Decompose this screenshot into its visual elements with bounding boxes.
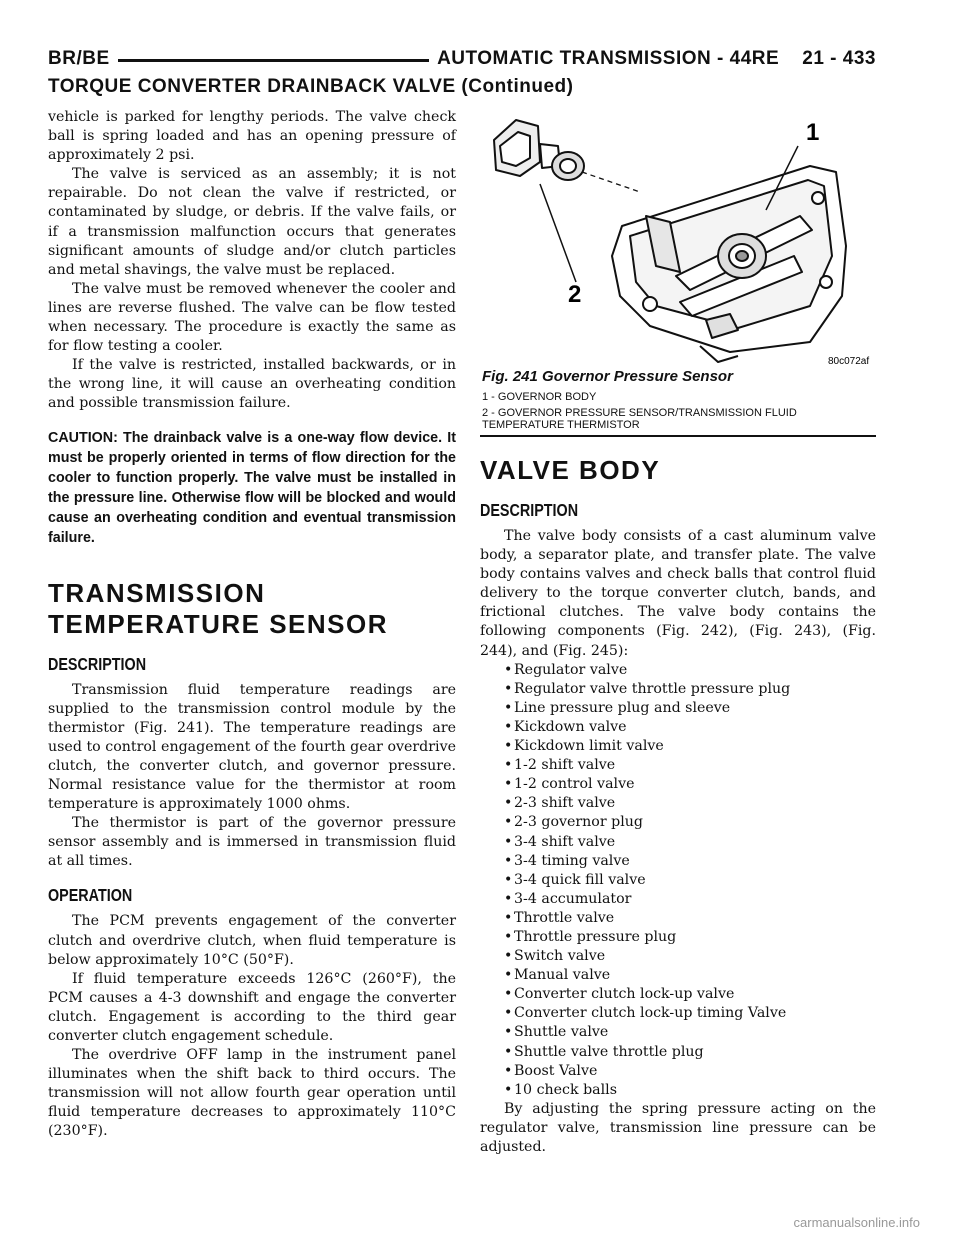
figure-caption: Fig. 241 Governor Pressure Sensor [482,368,733,385]
list-item-text: Converter clutch lock-up valve [514,986,735,1003]
figure-rule [480,435,876,437]
governor-figure [480,106,876,368]
section-title-line: TEMPERATURE SENSOR [48,608,388,639]
list-item [504,985,876,1004]
bullet-icon: • [504,871,513,888]
list-item-text: 3-4 timing valve [514,852,630,869]
header-section-page: AUTOMATIC TRANSMISSION - 44RE 21 - 433 [429,48,876,70]
description-heading: DESCRIPTION [48,653,147,674]
list-item [504,1004,876,1023]
list-item [504,966,876,985]
bullet-icon: • [504,890,513,907]
bullet-icon: • [504,967,513,984]
bullet-icon: • [504,718,513,735]
page-header [48,40,876,74]
list-item [504,661,876,680]
section-title-temperature-sensor [48,578,456,640]
list-item [504,699,876,718]
list-item [504,680,876,699]
list-item [504,794,876,813]
list-item [504,1062,876,1081]
list-item [504,756,876,775]
bullet-icon: • [504,699,513,716]
list-item [504,718,876,737]
watermark: carmanualsonline.info [793,1215,920,1230]
component-list [480,661,876,1100]
list-item [504,852,876,871]
list-item [504,1081,876,1100]
description-heading: DESCRIPTION [480,500,579,520]
bullet-icon: • [504,1005,513,1022]
list-item-text: Boost Valve [514,1062,598,1079]
callout-1: 1 [806,119,820,146]
caution-note: CAUTION: The drainback valve is a one-way flow device. It must be properly oriented in terms of flow direction for the cooler to function properly. The valve must be installed in the pressure line. Otherwise flow will be blocked and would cause an overheating condition and eventual transmission failure. [48,429,456,546]
bullet-icon: • [504,1043,513,1060]
paragraph: If fluid temperature exceeds 126°C (260°F), the PCM causes a 4-3 downshift and engage the converter clutch. Engagement is according to the third gear converter clutch engagement schedule. [48,970,456,1044]
list-item [504,890,876,909]
legend-item: 1 - GOVERNOR BODY [482,391,597,403]
list-item [504,833,876,852]
left-column [48,108,456,1142]
paragraph: By adjusting the spring pressure acting on the regulator valve, transmission line pressure can be adjusted. [480,1100,876,1155]
list-item-text: Converter clutch lock-up timing Valve [514,1005,787,1022]
figure-legend [480,391,876,431]
figure-code: 80c072af [828,356,870,367]
list-item [504,909,876,928]
list-item [504,775,876,794]
bullet-icon: • [504,928,513,945]
bullet-icon: • [504,661,513,678]
paragraph: The valve body consists of a cast aluminum valve body, a separator plate, and transfer plate. The valve body contains valves and check balls that control fluid delivery to the torque converter clutch, bands, and frictional clutches. The valve body contains the following components (Fig. 242), (Fig. 243), (Fig. 244), and (Fig. 245): [480,528,876,659]
header-model: BR/BE [48,48,118,70]
list-item-text: Throttle pressure plug [514,928,677,945]
list-item [504,813,876,832]
list-item-text: 2-3 shift valve [514,795,616,812]
list-item-text: 3-4 shift valve [514,833,616,850]
list-item-text: Kickdown valve [514,718,627,735]
bullet-icon: • [504,948,513,965]
paragraph: If the valve is restricted, installed backwards, or in the wrong line, it will cause an overheating condition and possible transmission failure. [48,357,456,412]
paragraph: Transmission fluid temperature readings are supplied to the transmission control module by the thermistor (Fig. 241). The temperature readings are used to control engagement of the fourth gear overdrive clutch, the converter clutch, and governor pressure. Normal resistance value for the thermistor at room temperature is approximately 1000 ohms. [48,681,456,813]
bullet-icon: • [504,776,513,793]
operation-heading: OPERATION [48,885,133,906]
bullet-icon: • [504,852,513,869]
bullet-icon: • [504,986,513,1003]
list-item-text: 10 check balls [514,1081,617,1098]
bullet-icon: • [504,795,513,812]
bullet-icon: • [504,1024,513,1041]
list-item-text: Regulator valve throttle pressure plug [514,680,791,697]
list-item-text: 3-4 quick fill valve [514,871,646,888]
legend-item: 2 - GOVERNOR PRESSURE SENSOR/TRANSMISSION FLUID TEMPERATURE THERMISTOR [482,407,797,431]
paragraph: The thermistor is part of the governor pressure sensor assembly and is immersed in transmission fluid at all times. [48,815,456,870]
bullet-icon: • [504,1062,513,1079]
paragraph: The valve is serviced as an assembly; it is not repairable. Do not clean the valve if restricted, or contaminated by sludge, or debris. If the valve fails, or if a transmission malfunction occurs that generates significant amounts of sludge and/or clutch particles and metal shavings, the valve must be replaced. [48,166,456,278]
list-item-text: Kickdown limit valve [514,738,664,755]
list-item-text: 1-2 control valve [514,776,635,793]
list-item [504,928,876,947]
list-item-text: Regulator valve [514,661,628,678]
bullet-icon: • [504,680,513,697]
list-item-text: Throttle valve [514,909,615,926]
list-item-text: 1-2 shift valve [514,757,616,774]
governor-illustration [480,106,876,368]
list-item-text: Manual valve [514,967,611,984]
list-item [504,1023,876,1042]
list-item-text: 3-4 accumulator [514,890,632,907]
list-item-text: 2-3 governor plug [514,814,643,831]
bullet-icon: • [504,909,513,926]
section-title-line: TRANSMISSION [48,577,266,608]
continued-title: TORQUE CONVERTER DRAINBACK VALVE (Continued) [48,76,574,97]
bullet-icon: • [504,757,513,774]
list-item [504,1043,876,1062]
list-item-text: Switch valve [514,948,606,965]
right-column [480,106,876,1157]
list-item-text: Shuttle valve [514,1024,609,1041]
bullet-icon: • [504,814,513,831]
paragraph: The PCM prevents engagement of the converter clutch and overdrive clutch, when fluid temperature is below approximately 10°C (50°F). [48,913,456,968]
callout-2: 2 [568,281,582,308]
list-item-text: Line pressure plug and sleeve [514,699,731,716]
list-item [504,947,876,966]
bullet-icon: • [504,1081,513,1098]
list-item-text: Shuttle valve throttle plug [514,1043,704,1060]
bullet-icon: • [504,833,513,850]
section-title-valve-body: VALVE BODY [480,455,661,485]
bullet-icon: • [504,738,513,755]
paragraph: vehicle is parked for lengthy periods. The valve check ball is spring loaded and has an opening pressure of approximately 2 psi. [48,109,456,164]
paragraph: The valve must be removed whenever the cooler and lines are reverse flushed. The valve can be flow tested when necessary. The procedure is exactly the same as for flow testing a cooler. [48,280,456,355]
list-item [504,737,876,756]
list-item [504,871,876,890]
paragraph: The overdrive OFF lamp in the instrument panel illuminates when the shift back to third occurs. The transmission will not allow fourth gear operation until fluid temperature decreases to approximately 110°C (230°F). [48,1047,456,1140]
